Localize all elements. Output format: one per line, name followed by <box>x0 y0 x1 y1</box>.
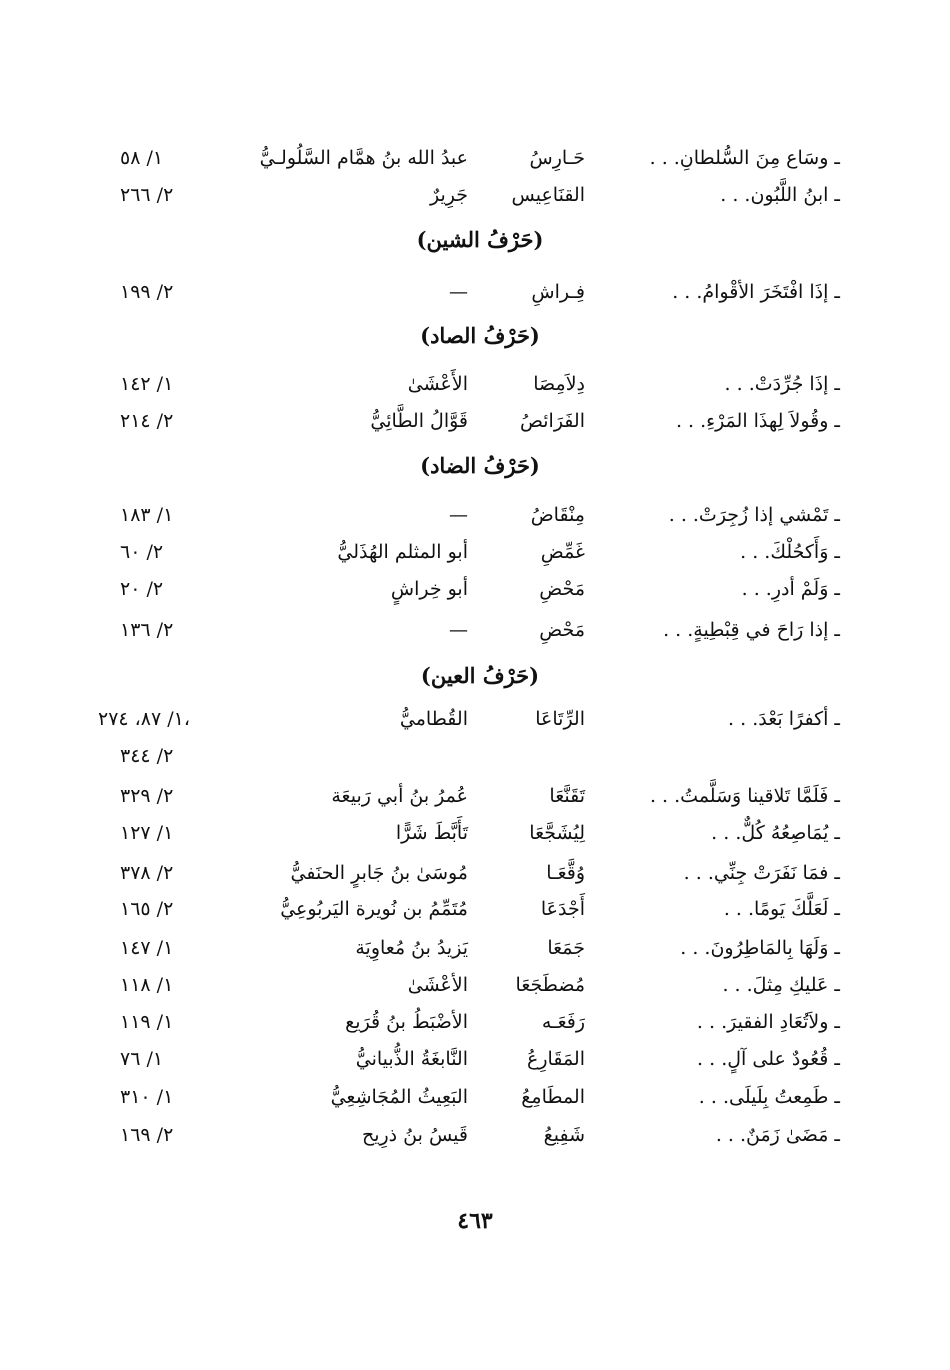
poet-name: أبو خِراشٍ <box>390 578 468 600</box>
volume-page-ref: ٢/ ٢٠ <box>120 578 164 600</box>
poet-name: — <box>449 281 468 303</box>
volume-page-ref: ٢/ ٢١٤ <box>120 410 174 432</box>
verse-incipit: ـ إذَا افْتَخَرَ الأقْوامُ. . . <box>672 281 840 303</box>
volume-page-ref: ١/ ١٢٧ <box>120 822 174 844</box>
volume-page-ref: ٢/ ٢٦٦ <box>120 184 174 206</box>
rhyme-word: وُقَّعَـا <box>546 862 585 884</box>
verse-incipit: ـ ابنُ اللَّبُون. . . <box>720 184 840 206</box>
rhyme-word: المطَامِعُ <box>521 1086 585 1108</box>
rhyme-word: مَحْضِ <box>539 578 585 600</box>
rhyme-word: رَفَعَـه <box>541 1011 585 1033</box>
entry-row <box>120 891 840 927</box>
poet-name: الأضْبَطُ بنُ قُرَيع <box>345 1011 468 1033</box>
rhyme-word: تَقَنَّعَا <box>549 785 585 807</box>
entry-row <box>120 403 840 439</box>
volume-page-ref: ٢/ ٣٢٩ <box>120 785 174 807</box>
verse-incipit: ـ وَلَهَا بِالمَاطِرُونَ. . . <box>680 937 840 959</box>
poet-name: النَّابغَةُ الذُّبيانيُّ <box>355 1048 468 1070</box>
verse-incipit: ـ تَمْشي إذا زُجِرَتْ. . . <box>668 504 840 526</box>
rhyme-word: القنَاعِيس <box>511 184 585 206</box>
volume-page-ref: ١/ ٥٨ <box>120 147 164 169</box>
rhyme-word: مِنْقَاضُ <box>530 504 585 526</box>
verse-incipit: ـ وَأَكحُلْكَ. . . <box>740 541 840 563</box>
volume-page-ref: ١/ ٧٦ <box>120 1048 164 1070</box>
rhyme-word: الفَرَائصُ <box>519 410 585 432</box>
section-heading: (حَرْفُ الصاد) <box>420 323 540 348</box>
rhyme-word: مَحْضِ <box>539 619 585 641</box>
rhyme-word: شَفِيعُ <box>543 1124 585 1146</box>
rhyme-word: المَقَارِعُ <box>527 1048 585 1070</box>
rhyme-word: حَـارِسُ <box>529 147 585 169</box>
section-heading: (حَرْفُ الضاد) <box>420 453 540 478</box>
verse-incipit: ـ وقُولاَ لِهذَا المَرْءِ. . . <box>675 410 840 432</box>
poet-name: عبدُ الله بنُ همَّام السَّلُولـيُّ <box>259 147 468 169</box>
entry-row <box>120 274 840 310</box>
rhyme-word: أَجْدَعَا <box>540 898 585 920</box>
verse-incipit: ـ فَلَمَّا تَلاقينا وَسَلَّمتُ. . . <box>649 785 840 807</box>
volume-page-ref: ٢/ ٣٧٨ <box>120 862 174 884</box>
rhyme-word: غَمِّضِ <box>540 541 585 563</box>
poet-name: مُوسَىٰ بنُ جَابرٍ الحنَفيُّ <box>290 862 468 884</box>
rhyme-word: جَمَعَا <box>547 937 585 959</box>
entry-row <box>120 855 840 891</box>
poet-name: البَعِيثُ المُجَاشِعِيُّ <box>330 1086 468 1108</box>
verse-incipit: ـ إذَا جُرِّدَتْ. . . <box>724 373 840 395</box>
verse-incipit: ـ ولاَتُعَادِ الفقيرَ. . . <box>696 1011 840 1033</box>
entry-row <box>120 1004 840 1040</box>
poet-name: القُطاميُّ <box>399 708 468 730</box>
poet-name: — <box>449 504 468 526</box>
poet-name: قَيسُ بنُ ذرِيح <box>361 1124 468 1146</box>
entry-row <box>120 497 840 533</box>
poet-name: مُتَمِّمُ بن نُويرة اليَربُوعِيُّ <box>280 898 468 920</box>
poet-name: جَرِيرٌ <box>430 184 468 206</box>
volume-page-ref: ٢/ ١٦٥ <box>120 898 174 920</box>
verse-incipit: ـ عَليكِ مِثلَ. . . <box>722 974 840 996</box>
volume-page-ref: ٢/ ١٩٩ <box>120 281 174 303</box>
rhyme-word: فِـراشِ <box>531 281 585 303</box>
entry-row <box>120 778 840 814</box>
volume-page-ref: ١/ ٨٧، ٢٧٤، <box>98 708 191 730</box>
volume-page-ref-continuation: ٢/ ٣٤٤ <box>120 745 174 767</box>
entry-row <box>120 1117 840 1153</box>
volume-page-ref: ٢/ ١٣٦ <box>120 619 174 641</box>
poet-name: تَأَبَّطَ شَرًّا <box>395 822 468 844</box>
entry-row-continuation <box>120 738 840 774</box>
volume-page-ref: ٢/ ١٦٩ <box>120 1124 174 1146</box>
poet-name: يَزيدُ بنُ مُعاوِيَة <box>355 937 468 959</box>
volume-page-ref: ١/ ١٨٣ <box>120 504 174 526</box>
poet-name: — <box>449 619 468 641</box>
entry-row <box>120 930 840 966</box>
entry-row <box>98 701 840 737</box>
entry-row <box>120 571 840 607</box>
entry-row <box>120 534 840 570</box>
verse-incipit: ـ فمَا نَفَرَتْ جِنِّي. . . <box>683 862 840 884</box>
entry-row <box>120 177 840 213</box>
volume-page-ref: ١/ ١١٨ <box>120 974 174 996</box>
entry-row <box>120 140 840 176</box>
section-heading: (حَرْفُ العين) <box>420 663 540 688</box>
rhyme-word: لِيُشَجَّعَا <box>529 822 585 844</box>
verse-incipit: ـ لَعَلَّكَ يَومًا. . . <box>723 898 840 920</box>
rhyme-word: دِلاَمِصَا <box>533 373 585 395</box>
volume-page-ref: ١/ ١٤٢ <box>120 373 174 395</box>
poet-name: الأعْشَىٰ <box>407 974 468 996</box>
verse-incipit: ـ أكفرًا بَعْدَ. . . <box>728 708 840 730</box>
rhyme-word: مُضطَجَعَا <box>515 974 585 996</box>
entry-row <box>120 612 840 648</box>
volume-page-ref: ١/ ١٤٧ <box>120 937 174 959</box>
poet-name: قَوَّالُ الطَّائِيُّ <box>370 410 468 432</box>
volume-page-ref: ١/ ٣١٠ <box>120 1086 174 1108</box>
page-number: ٤٦٣ <box>457 1208 493 1234</box>
volume-page-ref: ٢/ ٦٠ <box>120 541 164 563</box>
verse-incipit: ـ مَضَىٰ زَمَنٌ. . . <box>715 1124 840 1146</box>
verse-incipit: ـ يُمَاصِعُهُ كُلٌّ. . . <box>711 822 840 844</box>
entry-row <box>120 366 840 402</box>
volume-page-ref: ١/ ١١٩ <box>120 1011 174 1033</box>
section-heading: (حَرْفُ الشين) <box>416 227 544 252</box>
poet-name: أبو المثلم الهُذَليُّ <box>337 541 468 563</box>
entry-row <box>120 815 840 851</box>
entry-row <box>120 1041 840 1077</box>
rhyme-word: الرِّتَاعَا <box>535 708 585 730</box>
verse-incipit: ـ قُعُودٌ على آلٍ. . . <box>697 1048 840 1070</box>
poet-name: الأَعْشَىٰ <box>407 373 468 395</box>
verse-incipit: ـ طَمِعتُ بِلَيلَى. . . <box>698 1086 840 1108</box>
verse-incipit: ـ وسَاع مِنَ السُّلطانِ. . . <box>649 147 840 169</box>
verse-incipit: ـ وَلَمْ أدرِ. . . <box>741 578 840 600</box>
verse-incipit: ـ إذا رَاحَ في قِبْطِيةٍ. . . <box>663 619 840 641</box>
entry-row <box>120 1079 840 1115</box>
entry-row <box>120 967 840 1003</box>
poet-name: عُمرُ بنُ أبي رَبيعَة <box>331 785 468 807</box>
